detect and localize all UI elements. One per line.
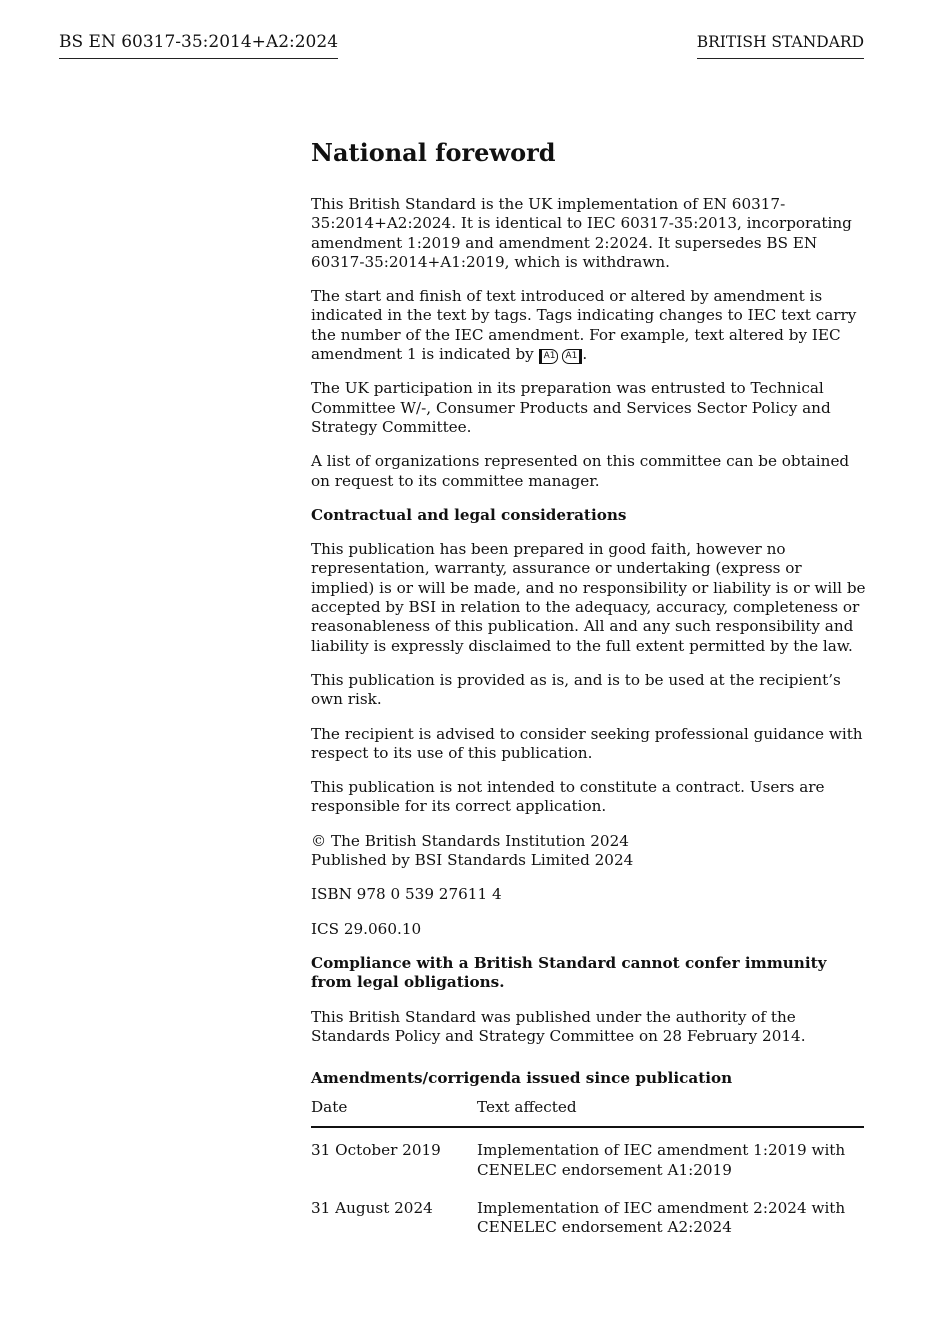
amendment-text-line: Implementation of IEC amendment 1:2019 with — [477, 1141, 846, 1160]
amendments-table — [311, 1096, 864, 1243]
paragraph-uk-participation: The UK participation in its preparation was entrusted to Technical Committee W/-, Consumer Products and Services Sector Policy and Strategy Committee. — [311, 379, 831, 436]
heading-contractual: Contractual and legal considerations — [311, 505, 627, 524]
amendment-open-tag-icon: A1 — [539, 349, 559, 364]
paragraph-organizations: A list of organizations represented on this committee can be obtained on request to its committee manager. — [311, 452, 850, 490]
paragraph-own-risk: This publication is provided as is, and is to be used at the recipient’s own risk. — [311, 670, 841, 709]
compliance-statement: Compliance with a British Standard cannot confer immunity from legal obligations. — [311, 953, 827, 992]
copyright-line: © The British Standards Institution 2024 — [311, 831, 629, 850]
amendment-text — [477, 1186, 864, 1244]
foreword-content — [311, 136, 867, 1244]
paragraph-authority: This British Standard was published under the authority of the Standards Policy and Strategy Committee on 28 February 2014. — [311, 1007, 806, 1045]
amendments-header-row — [311, 1096, 864, 1127]
header-british-standard: BRITISH STANDARD — [697, 30, 864, 59]
paragraph-amendment-tags — [311, 287, 867, 364]
header-standard-number: BS EN 60317-35:2014+A2:2024 — [59, 30, 338, 59]
published-by-line: Published by BSI Standards Limited 2024 — [311, 851, 634, 870]
paragraph-contract: This publication is not intended to constitute a contract. Users are responsible for its correct application. — [311, 778, 825, 816]
amendment-text-line: CENELEC endorsement A2:2024 — [477, 1218, 732, 1237]
ics: ICS 29.060.10 — [311, 919, 422, 938]
column-header-text-affected: Text affected — [477, 1096, 864, 1127]
table-row — [311, 1127, 864, 1186]
paragraph-good-faith: This publication has been prepared in good faith, however no representation, warranty, assurance or undertaking (express or implied) is or will be made, and no responsibility or liability is or will be accepted by BSI in relation to the adequacy, accuracy, completeness or reasonableness of this publication. All and any such responsibility and liability is expressly disclaimed to the full extent permitted by the law. — [311, 540, 866, 655]
paragraph-amendment-tags-text: The start and finish of text introduced or altered by amendment is indicated in the text by tags. Tags indicating changes to IEC text carry the number of the IEC amendment. For example, text altered by IEC amendment 1 is indicated by — [311, 287, 857, 364]
paragraph-guidance: The recipient is advised to consider seeking professional guidance with respect to its use of this publication. — [311, 724, 863, 762]
amendment-text-line: CENELEC endorsement A1:2019 — [477, 1160, 732, 1179]
amendment-date: 31 October 2019 — [311, 1141, 441, 1160]
amendment-date: 31 August 2024 — [311, 1198, 433, 1217]
amendment-text — [477, 1127, 864, 1186]
table-row — [311, 1186, 864, 1244]
paragraph-implementation: This British Standard is the UK implementation of EN 60317-35:2014+A2:2024. It is identical to IEC 60317-35:2013, incorporating amendment 1:2019 and amendment 2:2024. It supersedes BS EN 60317-35:2014+A1:2019, which is withdrawn. — [311, 195, 852, 271]
page-title: National foreword — [311, 138, 556, 167]
copyright-block — [311, 832, 867, 871]
column-header-date: Date — [311, 1096, 477, 1127]
amendment-text-line: Implementation of IEC amendment 2:2024 with — [477, 1198, 846, 1217]
amendments-title: Amendments/corrigenda issued since publication — [311, 1069, 733, 1088]
amendment-close-tag-icon: A1 — [562, 349, 582, 364]
paragraph-amendment-tags-end: . — [582, 345, 588, 364]
isbn: ISBN 978 0 539 27611 4 — [311, 885, 502, 904]
